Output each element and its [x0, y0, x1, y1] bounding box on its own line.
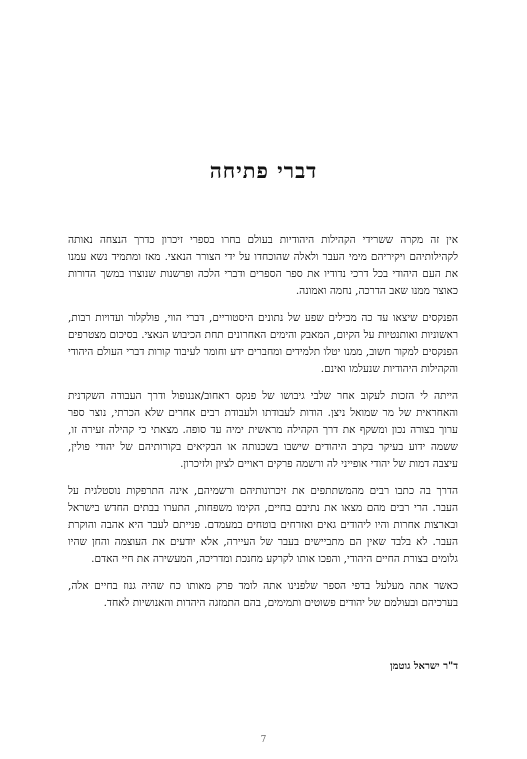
paragraph: אין זה מקרה ששרידי הקהילות היהודיות בעולם בחרו בספרי זיכרון כדרך הנצחה נאותה לקהילותיהם ויקיריהם מימי העבר ולאלה שהוכחדו על ידי הצורר הנאצי. מאז ומתמיד נשא עמנו את העם היהודי בכל דרכי נדודיו את ספר הספרים ודברי הלכה ופרשנות שנוצרו במשך הדורות כאוצר ממנו שאב הדרכה, נחמה ואמונה. [68, 234, 458, 297]
paragraph: הפנקסים שיצאו עד כה מכילים שפע של נתונים היסטוריים, דברי הווי, פולקלור ועדויות רבות, ראשוניות ואותנטיות על הקיום, המאבק והימים האחרונים תחת הכיבוש הנאצי. בסיכום מצטרפים הפנקסים למקור חשוב, ממנו יטלו תלמידים ומחברים ידע וחומר לעיבוד קורות דברי העולם היהודי והקהילות היהודיות שנעלמו ואינם. [68, 312, 458, 375]
page-number: 7 [260, 735, 267, 745]
author-signature: ד"ר ישראל גוטמן [390, 661, 458, 672]
page-title: דברי פתיחה [209, 158, 318, 183]
body-text [68, 232, 458, 622]
paragraph: הייתה לי הזכות לעקוב אחר שלבי גיבושו של פנקס ראחוב/אננופול ודרך העבודה השקדנית והאחראית של מר שמואל ניצן. הודות לעבודתו ולעבודת רבים אחרים שלא הכרתי, נוצר ספר ערוך בצורה נכון ומשקף את דרך הקהילה מראשית ימיה עד סופה. מצאתי כי קהילה זעירה זו, ששמה ידוע בעיקר בקרב היהודים שישבו בשכנותה או הבקיאים בקורותיהם של יהודי פולין, עיצבה דמות של יהודי אופייני לה ורשמה פרקים ראויים לציון ולזיכרון. [68, 390, 458, 470]
paragraph: כאשר אתה מעלעל בדפי הספר שלפנינו אתה לומד פרק מאותו כח שהיה גנוז בחיים אלה, בערכיהם ובעולמם של יהודים פשוטים ותמימים, בהם התמזגה היהדות והאנושיות לאחד. [68, 580, 458, 609]
paragraph: הדרך בה כתבו רבים מהמשתתפים את זיכרונותיהם ורשמיהם, אינה התרפקות נוסטלגית על העבר. הרי רבים מהם מצאו את נתיבם בחיים, הקימו משפחות, התערו בבתים החדש בישראל ובארצות אחרות והיו ליהודים גאים ואזרחים בוטחים במעמדם. פנייתם לעבר היא אהבה והוקרת העבר. לא בלבד שאין הם מתביישים בעבר של העיירה, אלא יודעים את העוצמה והחן שהיו גלומים בצורת החיים היהודי, והפכו אותו לקרקע מחנכת ומדריכה, המעשירה את חיי האדם. [68, 485, 458, 565]
